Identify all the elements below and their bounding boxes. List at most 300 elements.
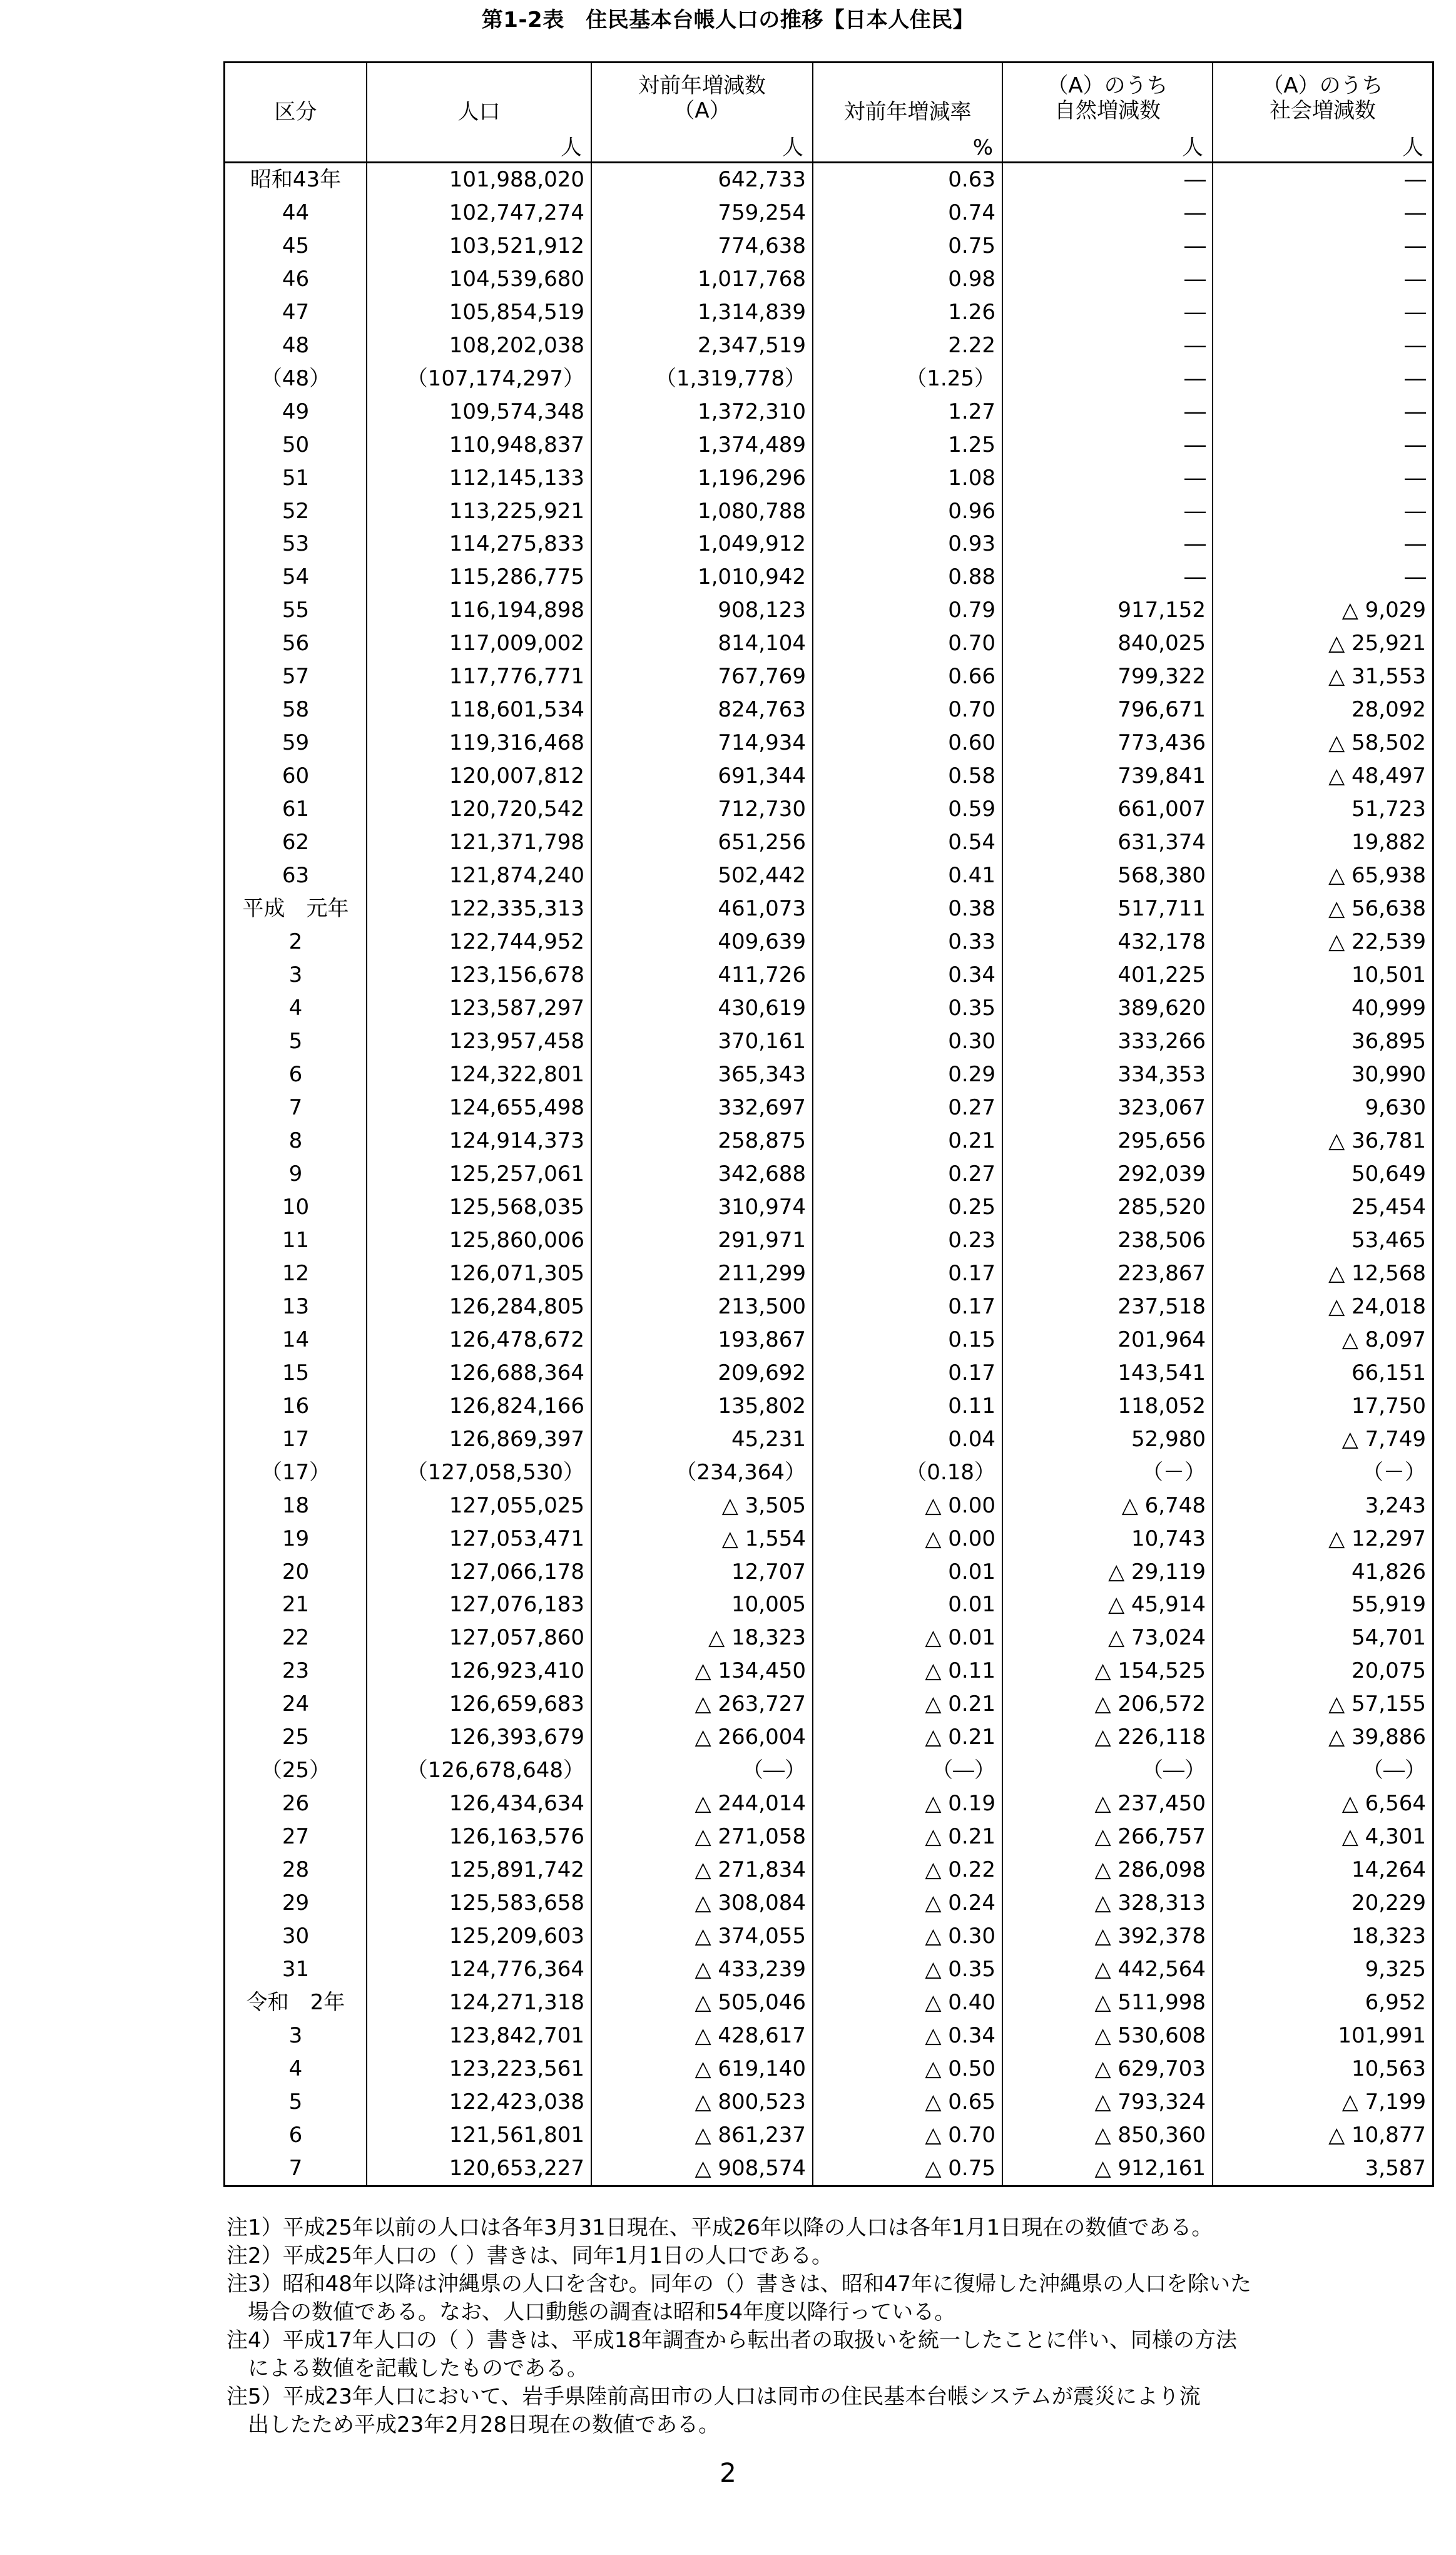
cell-period: 49 bbox=[282, 399, 310, 424]
table-row bbox=[225, 1820, 1432, 1854]
table-row bbox=[225, 1456, 1432, 1489]
cell-social-change: ― bbox=[1213, 196, 1432, 229]
cell-population: 117,009,002 bbox=[367, 627, 591, 660]
cell-yoy-change: 213,500 bbox=[591, 1290, 813, 1323]
cell-social-change: △ 39,886 bbox=[1213, 1721, 1432, 1754]
table-row bbox=[225, 362, 1432, 395]
cell-yoy-change: △ 908,574 bbox=[591, 2151, 813, 2185]
cell-natural-change: 568,380 bbox=[1002, 859, 1213, 892]
header-unit: 人 bbox=[1182, 135, 1203, 160]
cell-natural-change: 840,025 bbox=[1002, 627, 1213, 660]
cell-population: 125,568,035 bbox=[367, 1190, 591, 1223]
cell-population: 124,655,498 bbox=[367, 1091, 591, 1124]
footnotes bbox=[227, 2214, 1434, 2439]
cell-social-change: ― bbox=[1213, 329, 1432, 362]
cell-social-change: △ 7,199 bbox=[1213, 2086, 1432, 2119]
cell-natural-change: △ 793,324 bbox=[1002, 2086, 1213, 2119]
table-row bbox=[225, 1257, 1432, 1290]
table-row bbox=[225, 1688, 1432, 1721]
cell-period: 29 bbox=[282, 1890, 310, 1916]
cell-social-change: 28,092 bbox=[1213, 693, 1432, 727]
cell-yoy-rate: 0.29 bbox=[813, 1058, 1002, 1091]
cell-population: 122,423,038 bbox=[367, 2086, 591, 2119]
cell-population: 126,923,410 bbox=[367, 1655, 591, 1688]
cell-population: 124,271,318 bbox=[367, 1986, 591, 2019]
cell-yoy-rate: 0.74 bbox=[813, 196, 1002, 229]
table-row bbox=[225, 461, 1432, 494]
cell-social-change: ― bbox=[1213, 395, 1432, 428]
cell-yoy-rate: 2.22 bbox=[813, 329, 1002, 362]
table-row bbox=[225, 2151, 1432, 2185]
cell-period: 15 bbox=[282, 1360, 310, 1385]
header-social-change bbox=[1213, 63, 1432, 162]
cell-period: 28 bbox=[282, 1857, 310, 1883]
cell-yoy-rate: △ 0.21 bbox=[813, 1721, 1002, 1754]
cell-yoy-rate: △ 0.11 bbox=[813, 1655, 1002, 1688]
cell-yoy-change: 1,374,489 bbox=[591, 428, 813, 461]
cell-yoy-change: 642,733 bbox=[591, 162, 813, 196]
cell-yoy-change: 430,619 bbox=[591, 992, 813, 1025]
table-row bbox=[225, 1422, 1432, 1456]
table-row bbox=[225, 1787, 1432, 1820]
cell-population: 126,869,397 bbox=[367, 1422, 591, 1456]
cell-yoy-rate: 0.04 bbox=[813, 1422, 1002, 1456]
cell-period: 9 bbox=[288, 1161, 303, 1186]
cell-period: 46 bbox=[282, 266, 310, 292]
cell-yoy-rate: 0.38 bbox=[813, 892, 1002, 926]
header-yoy-change bbox=[591, 63, 813, 162]
cell-period: （48） bbox=[260, 365, 331, 391]
cell-natural-change: 389,620 bbox=[1002, 992, 1213, 1025]
cell-period: 25 bbox=[282, 1725, 310, 1750]
cell-population: 127,053,471 bbox=[367, 1522, 591, 1555]
cell-population: 124,776,364 bbox=[367, 1953, 591, 1986]
cell-yoy-change: 310,974 bbox=[591, 1190, 813, 1223]
cell-yoy-change: 370,161 bbox=[591, 1025, 813, 1058]
cell-social-change: ― bbox=[1213, 229, 1432, 262]
cell-population: 125,583,658 bbox=[367, 1887, 591, 1920]
cell-social-change: △ 8,097 bbox=[1213, 1323, 1432, 1356]
table-row bbox=[225, 1356, 1432, 1389]
cell-social-change: 20,229 bbox=[1213, 1887, 1432, 1920]
cell-period: 19 bbox=[282, 1526, 310, 1551]
cell-yoy-change: △ 308,084 bbox=[591, 1887, 813, 1920]
table-row bbox=[225, 229, 1432, 262]
cell-yoy-change: 774,638 bbox=[591, 229, 813, 262]
cell-population: 117,776,771 bbox=[367, 660, 591, 693]
cell-social-change: 25,454 bbox=[1213, 1190, 1432, 1223]
table-row bbox=[225, 196, 1432, 229]
cell-period: 5 bbox=[288, 2089, 303, 2114]
cell-yoy-rate: 0.30 bbox=[813, 1025, 1002, 1058]
cell-yoy-rate: △ 0.70 bbox=[813, 2118, 1002, 2151]
cell-social-change: 20,075 bbox=[1213, 1655, 1432, 1688]
cell-population: （126,678,648） bbox=[367, 1754, 591, 1787]
cell-period: 24 bbox=[282, 1691, 310, 1717]
cell-population: 126,284,805 bbox=[367, 1290, 591, 1323]
cell-social-change: 10,501 bbox=[1213, 959, 1432, 992]
cell-yoy-change: △ 428,617 bbox=[591, 2019, 813, 2053]
header-label-line: 人口 bbox=[457, 99, 501, 125]
table-row bbox=[225, 1025, 1432, 1058]
cell-period: 23 bbox=[282, 1658, 310, 1684]
cell-period: 4 bbox=[288, 996, 303, 1021]
footnote-line: 注3）昭和48年以降は沖縄県の人口を含む。同年の（）書きは、昭和47年に復帰した沖縄県の人口を除いた bbox=[227, 2272, 1252, 2297]
table-row bbox=[225, 2019, 1432, 2053]
cell-yoy-rate: △ 0.40 bbox=[813, 1986, 1002, 2019]
cell-social-change: ― bbox=[1213, 561, 1432, 594]
cell-population: 127,066,178 bbox=[367, 1555, 591, 1588]
cell-natural-change: 323,067 bbox=[1002, 1091, 1213, 1124]
cell-yoy-rate: △ 0.21 bbox=[813, 1820, 1002, 1854]
cell-population: 108,202,038 bbox=[367, 329, 591, 362]
cell-yoy-rate: 0.17 bbox=[813, 1290, 1002, 1323]
cell-period: 45 bbox=[282, 233, 310, 258]
table-row bbox=[225, 693, 1432, 727]
cell-yoy-rate: 1.25 bbox=[813, 428, 1002, 461]
cell-social-change: ― bbox=[1213, 461, 1432, 494]
cell-population: 126,478,672 bbox=[367, 1323, 591, 1356]
cell-natural-change: 223,867 bbox=[1002, 1257, 1213, 1290]
cell-yoy-change: 10,005 bbox=[591, 1588, 813, 1621]
cell-natural-change: △ 237,450 bbox=[1002, 1787, 1213, 1820]
cell-natural-change: 118,052 bbox=[1002, 1389, 1213, 1422]
cell-social-change: △ 12,568 bbox=[1213, 1257, 1432, 1290]
cell-social-change: △ 48,497 bbox=[1213, 760, 1432, 793]
cell-natural-change: 238,506 bbox=[1002, 1223, 1213, 1257]
cell-population: 123,223,561 bbox=[367, 2053, 591, 2086]
cell-yoy-rate: 0.58 bbox=[813, 760, 1002, 793]
cell-social-change: ― bbox=[1213, 162, 1432, 196]
cell-population: 110,948,837 bbox=[367, 428, 591, 461]
cell-yoy-rate: 0.21 bbox=[813, 1124, 1002, 1157]
cell-yoy-rate: 0.59 bbox=[813, 793, 1002, 826]
footnote-line: 注2）平成25年人口の（ ）書きは、同年1月1日の人口である。 bbox=[227, 2243, 833, 2268]
cell-population: 104,539,680 bbox=[367, 262, 591, 295]
cell-yoy-change: △ 244,014 bbox=[591, 1787, 813, 1820]
cell-yoy-rate: （―） bbox=[813, 1754, 1002, 1787]
cell-social-change: 14,264 bbox=[1213, 1854, 1432, 1887]
cell-natural-change: △ 206,572 bbox=[1002, 1688, 1213, 1721]
cell-natural-change: ― bbox=[1002, 162, 1213, 196]
cell-yoy-change: △ 800,523 bbox=[591, 2086, 813, 2119]
table-row bbox=[225, 627, 1432, 660]
cell-social-change: △ 57,155 bbox=[1213, 1688, 1432, 1721]
table-row bbox=[225, 1754, 1432, 1787]
cell-yoy-change: △ 18,323 bbox=[591, 1621, 813, 1655]
cell-period: 57 bbox=[282, 664, 310, 690]
cell-yoy-rate: 0.27 bbox=[813, 1157, 1002, 1190]
cell-social-change: △ 4,301 bbox=[1213, 1820, 1432, 1854]
cell-yoy-rate: △ 0.75 bbox=[813, 2151, 1002, 2185]
cell-yoy-change: 1,080,788 bbox=[591, 494, 813, 528]
cell-social-change: △ 10,877 bbox=[1213, 2118, 1432, 2151]
cell-yoy-rate: 0.01 bbox=[813, 1555, 1002, 1588]
cell-natural-change: （―） bbox=[1002, 1754, 1213, 1787]
cell-social-change: △ 56,638 bbox=[1213, 892, 1432, 926]
table-row bbox=[225, 295, 1432, 329]
header-yoy-rate bbox=[813, 63, 1002, 162]
cell-yoy-change: △ 134,450 bbox=[591, 1655, 813, 1688]
cell-natural-change: 517,711 bbox=[1002, 892, 1213, 926]
cell-yoy-change: △ 1,554 bbox=[591, 1522, 813, 1555]
cell-social-change: 30,990 bbox=[1213, 1058, 1432, 1091]
cell-social-change: ― bbox=[1213, 428, 1432, 461]
cell-yoy-change: 1,372,310 bbox=[591, 395, 813, 428]
cell-yoy-rate: △ 0.35 bbox=[813, 1953, 1002, 1986]
table-row bbox=[225, 926, 1432, 959]
cell-yoy-rate: △ 0.00 bbox=[813, 1522, 1002, 1555]
cell-social-change: △ 36,781 bbox=[1213, 1124, 1432, 1157]
cell-social-change: 9,325 bbox=[1213, 1953, 1432, 1986]
cell-yoy-change: 12,707 bbox=[591, 1555, 813, 1588]
cell-period: 30 bbox=[282, 1924, 310, 1949]
cell-period: 令和 2年 bbox=[246, 1990, 345, 2016]
cell-natural-change: △ 73,024 bbox=[1002, 1621, 1213, 1655]
cell-natural-change: 631,374 bbox=[1002, 826, 1213, 859]
header-unit: 人 bbox=[782, 135, 803, 160]
cell-yoy-change: 691,344 bbox=[591, 760, 813, 793]
cell-natural-change: 401,225 bbox=[1002, 959, 1213, 992]
header-population bbox=[367, 63, 591, 162]
header-category bbox=[225, 63, 367, 162]
cell-social-change: ― bbox=[1213, 295, 1432, 329]
footnote-line: 注5）平成23年人口において、岩手県陸前高田市の人口は同市の住民基本台帳システムが震災により流 bbox=[227, 2384, 1201, 2409]
cell-natural-change: △ 912,161 bbox=[1002, 2151, 1213, 2185]
cell-social-change: ― bbox=[1213, 362, 1432, 395]
cell-period: 53 bbox=[282, 531, 310, 557]
cell-natural-change: ― bbox=[1002, 262, 1213, 295]
cell-population: 121,371,798 bbox=[367, 826, 591, 859]
page-number: 2 bbox=[720, 2457, 736, 2488]
cell-yoy-rate: 0.27 bbox=[813, 1091, 1002, 1124]
cell-natural-change: 292,039 bbox=[1002, 1157, 1213, 1190]
cell-population: 118,601,534 bbox=[367, 693, 591, 727]
cell-yoy-rate: 0.79 bbox=[813, 594, 1002, 627]
cell-yoy-change: 1,314,839 bbox=[591, 295, 813, 329]
cell-yoy-change: 342,688 bbox=[591, 1157, 813, 1190]
cell-natural-change: 432,178 bbox=[1002, 926, 1213, 959]
cell-period: 48 bbox=[282, 332, 310, 358]
cell-population: 120,007,812 bbox=[367, 760, 591, 793]
cell-population: 116,194,898 bbox=[367, 594, 591, 627]
cell-population: 114,275,833 bbox=[367, 528, 591, 561]
cell-natural-change: 52,980 bbox=[1002, 1422, 1213, 1456]
cell-natural-change: 143,541 bbox=[1002, 1356, 1213, 1389]
table-row bbox=[225, 959, 1432, 992]
cell-period: 7 bbox=[288, 1094, 303, 1120]
cell-period: 47 bbox=[282, 299, 310, 325]
table-row bbox=[225, 1953, 1432, 1986]
table-header-row bbox=[225, 63, 1432, 162]
cell-period: 60 bbox=[282, 763, 310, 789]
cell-social-change: 101,991 bbox=[1213, 2019, 1432, 2053]
cell-yoy-change: 45,231 bbox=[591, 1422, 813, 1456]
cell-yoy-rate: △ 0.65 bbox=[813, 2086, 1002, 2119]
cell-social-change: 66,151 bbox=[1213, 1356, 1432, 1389]
cell-social-change: 51,723 bbox=[1213, 793, 1432, 826]
cell-social-change: （―） bbox=[1213, 1754, 1432, 1787]
cell-yoy-change: （234,364） bbox=[591, 1456, 813, 1489]
cell-period: 6 bbox=[288, 1061, 303, 1087]
cell-yoy-change: △ 433,239 bbox=[591, 1953, 813, 1986]
header-label-line: （A） bbox=[673, 98, 731, 123]
table-row bbox=[225, 561, 1432, 594]
cell-natural-change: 661,007 bbox=[1002, 793, 1213, 826]
cell-period: 2 bbox=[288, 929, 303, 955]
cell-social-change: △ 58,502 bbox=[1213, 727, 1432, 760]
cell-period: （17） bbox=[260, 1459, 331, 1485]
cell-period: 31 bbox=[282, 1957, 310, 1982]
cell-population: 125,860,006 bbox=[367, 1223, 591, 1257]
cell-social-change: 54,701 bbox=[1213, 1621, 1432, 1655]
cell-social-change: 3,243 bbox=[1213, 1489, 1432, 1522]
table-row bbox=[225, 162, 1432, 196]
cell-population: （107,174,297） bbox=[367, 362, 591, 395]
cell-social-change: △ 9,029 bbox=[1213, 594, 1432, 627]
header-unit: 人 bbox=[1402, 135, 1423, 160]
header-label-line: 区分 bbox=[274, 99, 317, 125]
table-row bbox=[225, 760, 1432, 793]
cell-social-change: 55,919 bbox=[1213, 1588, 1432, 1621]
cell-population: 127,055,025 bbox=[367, 1489, 591, 1522]
table-row bbox=[225, 1655, 1432, 1688]
footnote-line: 注1）平成25年以前の人口は各年3月31日現在、平成26年以降の人口は各年1月1日現在の数値である。 bbox=[227, 2215, 1213, 2240]
cell-yoy-change: 1,049,912 bbox=[591, 528, 813, 561]
cell-social-change: 17,750 bbox=[1213, 1389, 1432, 1422]
header-unit: % bbox=[972, 135, 993, 160]
cell-yoy-change: 461,073 bbox=[591, 892, 813, 926]
cell-period: 3 bbox=[288, 2023, 303, 2049]
cell-period: 52 bbox=[282, 498, 310, 524]
table-row bbox=[225, 826, 1432, 859]
cell-yoy-change: △ 3,505 bbox=[591, 1489, 813, 1522]
cell-population: 125,209,603 bbox=[367, 1920, 591, 1953]
cell-population: 102,747,274 bbox=[367, 196, 591, 229]
cell-population: 125,257,061 bbox=[367, 1157, 591, 1190]
cell-yoy-change: 651,256 bbox=[591, 826, 813, 859]
cell-social-change: ― bbox=[1213, 262, 1432, 295]
table-row bbox=[225, 528, 1432, 561]
cell-natural-change: △ 266,757 bbox=[1002, 1820, 1213, 1854]
table-row bbox=[225, 859, 1432, 892]
cell-period: 13 bbox=[282, 1293, 310, 1319]
cell-population: 126,659,683 bbox=[367, 1688, 591, 1721]
cell-yoy-change: 1,196,296 bbox=[591, 461, 813, 494]
cell-period: 58 bbox=[282, 697, 310, 723]
cell-yoy-rate: 0.96 bbox=[813, 494, 1002, 528]
table-row bbox=[225, 992, 1432, 1025]
cell-natural-change: 237,518 bbox=[1002, 1290, 1213, 1323]
cell-natural-change: 773,436 bbox=[1002, 727, 1213, 760]
cell-social-change: △ 7,749 bbox=[1213, 1422, 1432, 1456]
cell-natural-change: △ 850,360 bbox=[1002, 2118, 1213, 2151]
cell-social-change: 19,882 bbox=[1213, 826, 1432, 859]
cell-yoy-rate: △ 0.24 bbox=[813, 1887, 1002, 1920]
cell-yoy-rate: 0.25 bbox=[813, 1190, 1002, 1223]
cell-social-change: 53,465 bbox=[1213, 1223, 1432, 1257]
cell-natural-change: （－） bbox=[1002, 1456, 1213, 1489]
cell-yoy-change: 2,347,519 bbox=[591, 329, 813, 362]
cell-yoy-rate: 0.98 bbox=[813, 262, 1002, 295]
header-label-line: （A）のうち bbox=[1047, 73, 1168, 98]
cell-period: 16 bbox=[282, 1393, 310, 1419]
cell-yoy-change: 209,692 bbox=[591, 1356, 813, 1389]
cell-yoy-rate: 0.34 bbox=[813, 959, 1002, 992]
table-row bbox=[225, 1489, 1432, 1522]
cell-natural-change: ― bbox=[1002, 362, 1213, 395]
cell-social-change: 40,999 bbox=[1213, 992, 1432, 1025]
cell-population: 127,076,183 bbox=[367, 1588, 591, 1621]
cell-population: 112,145,133 bbox=[367, 461, 591, 494]
cell-period: 8 bbox=[288, 1128, 303, 1153]
footnote-line: 注4）平成17年人口の（ ）書きは、平成18年調査から転出者の取扱いを統一したことに伴い、同様の方法 bbox=[227, 2328, 1237, 2353]
cell-natural-change: ― bbox=[1002, 395, 1213, 428]
cell-yoy-change: 714,934 bbox=[591, 727, 813, 760]
cell-period: 51 bbox=[282, 465, 310, 491]
cell-population: 123,957,458 bbox=[367, 1025, 591, 1058]
cell-natural-change: 796,671 bbox=[1002, 693, 1213, 727]
cell-population: 124,322,801 bbox=[367, 1058, 591, 1091]
cell-social-change: 6,952 bbox=[1213, 1986, 1432, 2019]
cell-yoy-change: 759,254 bbox=[591, 196, 813, 229]
cell-population: 121,561,801 bbox=[367, 2118, 591, 2151]
cell-natural-change: ― bbox=[1002, 561, 1213, 594]
cell-yoy-change: 824,763 bbox=[591, 693, 813, 727]
cell-natural-change: ― bbox=[1002, 329, 1213, 362]
table-row bbox=[225, 2086, 1432, 2119]
cell-social-change: △ 65,938 bbox=[1213, 859, 1432, 892]
cell-period: 7 bbox=[288, 2156, 303, 2181]
cell-period: 10 bbox=[282, 1194, 310, 1220]
cell-period: 平成 元年 bbox=[242, 896, 349, 922]
cell-yoy-rate: 0.63 bbox=[813, 162, 1002, 196]
cell-yoy-change: 211,299 bbox=[591, 1257, 813, 1290]
table-row bbox=[225, 1621, 1432, 1655]
table-row bbox=[225, 1058, 1432, 1091]
table-row bbox=[225, 1522, 1432, 1555]
cell-natural-change: ― bbox=[1002, 461, 1213, 494]
cell-natural-change: 739,841 bbox=[1002, 760, 1213, 793]
cell-yoy-change: 908,123 bbox=[591, 594, 813, 627]
cell-yoy-rate: 1.26 bbox=[813, 295, 1002, 329]
cell-period: 3 bbox=[288, 962, 303, 988]
table-row bbox=[225, 1721, 1432, 1754]
cell-yoy-rate: （1.25） bbox=[813, 362, 1002, 395]
cell-population: 124,914,373 bbox=[367, 1124, 591, 1157]
cell-period: 50 bbox=[282, 432, 310, 457]
table-row bbox=[225, 1986, 1432, 2019]
table-row bbox=[225, 1190, 1432, 1223]
cell-yoy-change: △ 271,834 bbox=[591, 1854, 813, 1887]
cell-yoy-rate: （0.18） bbox=[813, 1456, 1002, 1489]
cell-yoy-rate: △ 0.00 bbox=[813, 1489, 1002, 1522]
cell-period: （25） bbox=[260, 1758, 331, 1783]
table-row bbox=[225, 1091, 1432, 1124]
cell-period: 26 bbox=[282, 1791, 310, 1817]
cell-population: 126,393,679 bbox=[367, 1721, 591, 1754]
cell-yoy-rate: 0.01 bbox=[813, 1588, 1002, 1621]
table-row bbox=[225, 1323, 1432, 1356]
cell-period: 55 bbox=[282, 598, 310, 623]
cell-yoy-change: △ 271,058 bbox=[591, 1820, 813, 1854]
cell-yoy-change: △ 861,237 bbox=[591, 2118, 813, 2151]
cell-yoy-change: 258,875 bbox=[591, 1124, 813, 1157]
table-row bbox=[225, 793, 1432, 826]
cell-natural-change: ― bbox=[1002, 528, 1213, 561]
cell-yoy-rate: 0.17 bbox=[813, 1257, 1002, 1290]
cell-period: 61 bbox=[282, 797, 310, 822]
